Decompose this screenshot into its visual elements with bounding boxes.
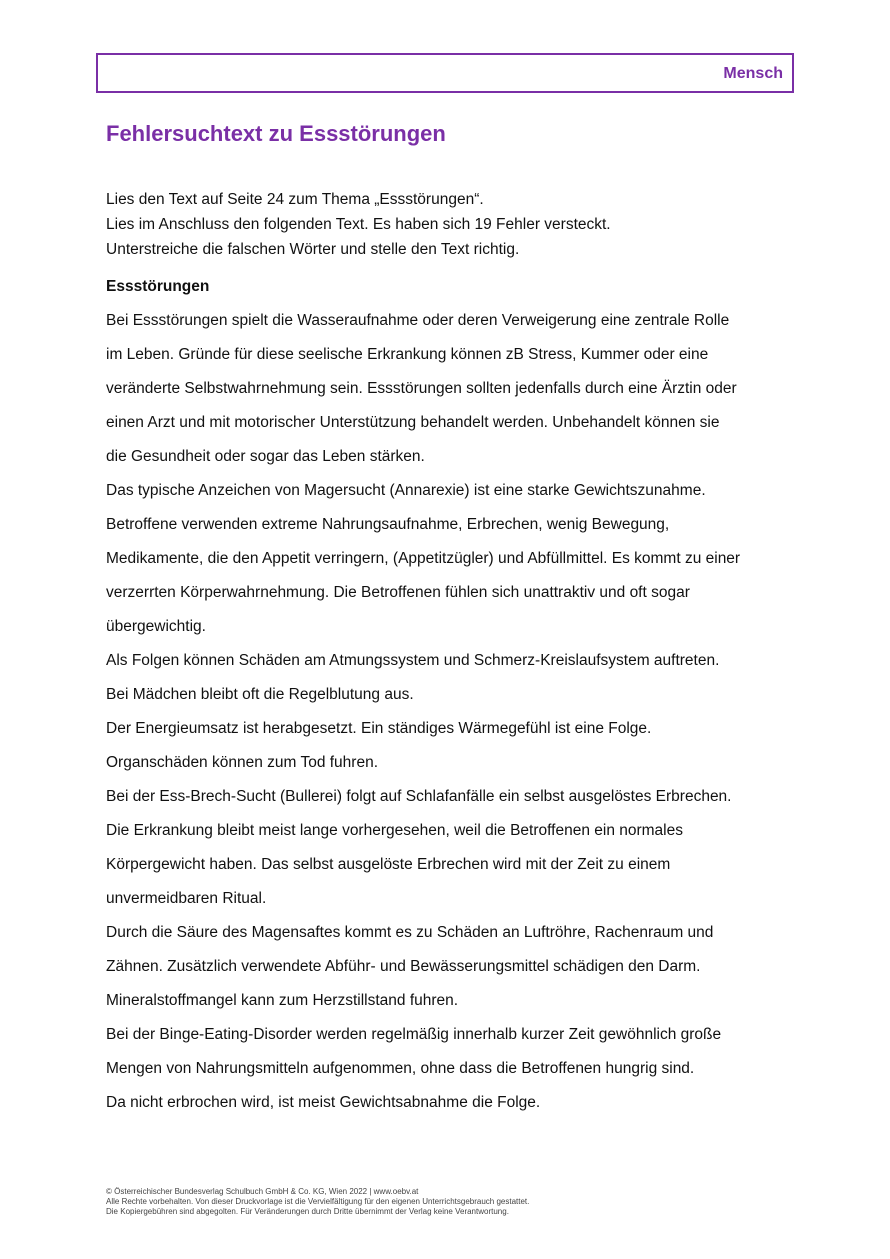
- body-line: Mineralstoffmangel kann zum Herzstillstand fuhren.: [106, 992, 459, 1009]
- body-line: verzerrten Körperwahrnehmung. Die Betroffenen fühlen sich unattraktiv und oft sogar: [106, 584, 690, 601]
- body-line: Als Folgen können Schäden am Atmungssystem und Schmerz-Kreislaufsystem auftreten.: [106, 652, 720, 669]
- body-text: [106, 304, 806, 1120]
- page-title: Fehlersuchtext zu Essstörungen: [106, 121, 446, 146]
- body-line: Betroffene verwenden extreme Nahrungsaufnahme, Erbrechen, wenig Bewegung,: [106, 516, 670, 533]
- body-line: Bei Mädchen bleibt oft die Regelblutung aus.: [106, 686, 414, 703]
- body-line: im Leben. Gründe für diese seelische Erkrankung können zB Stress, Kummer oder eine: [106, 346, 709, 363]
- header-box: [96, 53, 794, 93]
- footer-disclaimer: Die Kopiergebühren sind abgegolten. Für Veränderungen durch Dritte übernimmt der Verlag keine Verantwortung.: [106, 1207, 509, 1216]
- instruction-line: Unterstreiche die falschen Wörter und stelle den Text richtig.: [106, 241, 520, 258]
- body-line: Der Energieumsatz ist herabgesetzt. Ein ständiges Wärmegefühl ist eine Folge.: [106, 720, 652, 737]
- body-line: Da nicht erbrochen wird, ist meist Gewichtsabnahme die Folge.: [106, 1094, 541, 1111]
- body-line: Mengen von Nahrungsmitteln aufgenommen, ohne dass die Betroffenen hungrig sind.: [106, 1060, 695, 1077]
- instruction-line: Lies im Anschluss den folgenden Text. Es haben sich 19 Fehler versteckt.: [106, 216, 611, 233]
- body-line: Bei Essstörungen spielt die Wasseraufnahme oder deren Verweigerung eine zentrale Rolle: [106, 312, 730, 329]
- instruction-line: Lies den Text auf Seite 24 zum Thema „Essstörungen“.: [106, 191, 484, 208]
- body-line: veränderte Selbstwahrnehmung sein. Essstörungen sollten jedenfalls durch eine Ärztin oder: [106, 380, 737, 397]
- body-line: unvermeidbaren Ritual.: [106, 890, 267, 907]
- body-line: Körpergewicht haben. Das selbst ausgelöste Erbrechen wird mit der Zeit zu einem: [106, 856, 671, 873]
- body-line: Die Erkrankung bleibt meist lange vorhergesehen, weil die Betroffenen ein normales: [106, 822, 683, 839]
- section-heading: Essstörungen: [106, 278, 210, 295]
- body-line: übergewichtig.: [106, 618, 206, 635]
- footer-copyright: © Österreichischer Bundesverlag Schulbuch GmbH & Co. KG, Wien 2022 | www.oebv.at: [106, 1187, 419, 1196]
- footer-rights: Alle Rechte vorbehalten. Von dieser Druckvorlage ist die Vervielfältigung für den eigenen Unterrichtsgebrauch gestattet.: [106, 1197, 530, 1206]
- body-line: Durch die Säure des Magensaftes kommt es zu Schäden an Luftröhre, Rachenraum und: [106, 924, 714, 941]
- body-line: die Gesundheit oder sogar das Leben stärken.: [106, 448, 425, 465]
- body-line: Medikamente, die den Appetit verringern, (Appetitzügler) und Abfüllmittel. Es kommt zu einer: [106, 550, 741, 567]
- body-line: Organschäden können zum Tod fuhren.: [106, 754, 379, 771]
- footer: [106, 1187, 806, 1217]
- body-line: einen Arzt und mit motorischer Unterstützung behandelt werden. Unbehandelt können sie: [106, 414, 720, 431]
- body-line: Zähnen. Zusätzlich verwendete Abführ- und Bewässerungsmittel schädigen den Darm.: [106, 958, 701, 975]
- body-line: Bei der Ess-Brech-Sucht (Bullerei) folgt auf Schlafanfälle ein selbst ausgelöstes Erbrechen.: [106, 788, 732, 805]
- body-line: Bei der Binge-Eating-Disorder werden regelmäßig innerhalb kurzer Zeit gewöhnlich große: [106, 1026, 722, 1043]
- subject-label: Mensch: [723, 65, 783, 82]
- instructions: [106, 187, 806, 262]
- body-line: Das typische Anzeichen von Magersucht (Annarexie) ist eine starke Gewichtszunahme.: [106, 482, 706, 499]
